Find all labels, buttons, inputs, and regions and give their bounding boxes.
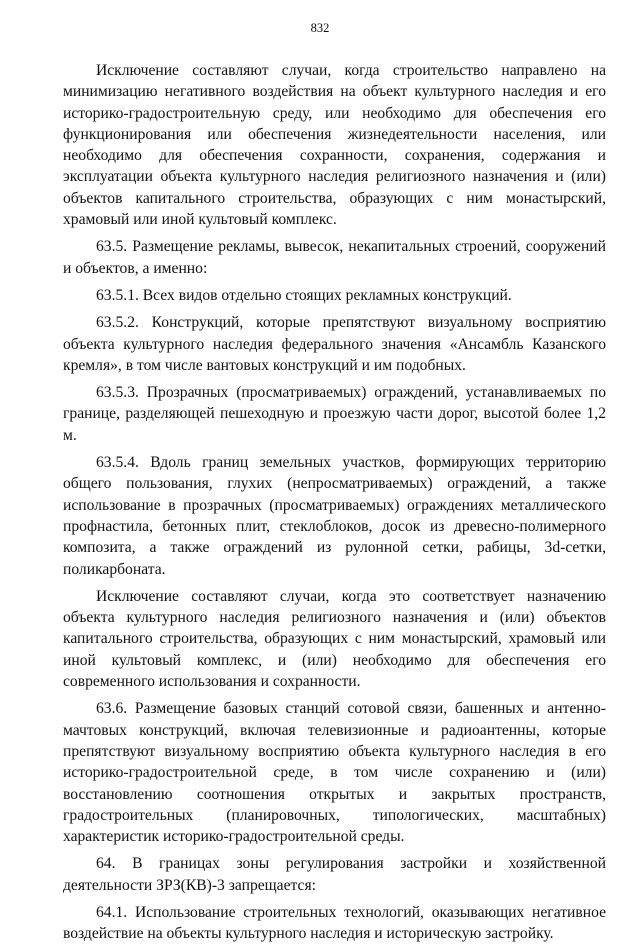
document-body xyxy=(63,60,606,951)
paragraph-64-1: 64.1. Использование строительных технологий, оказывающих негативное воздействие на объекты культурного наследия и историческую застройку. xyxy=(63,903,606,943)
page-number: 832 xyxy=(310,21,330,35)
paragraph-63-5: 63.5. Размещение рекламы, вывесок, некапитальных строений, сооружений и объектов, а именно: xyxy=(63,238,606,277)
paragraph-63-5-2: 63.5.2. Конструкций, которые препятствуют визуальному восприятию объекта культурного наследия федерального значения «Ансамбль Казанского кремля», в том числе вантовых конструкций и им подобных. xyxy=(63,314,606,374)
paragraph-64: 64. В границах зоны регулирования застройки и хозяйственной деятельности ЗРЗ(КВ)-3 запрещается: xyxy=(63,855,606,894)
paragraph-63-5-4: 63.5.4. Вдоль границ земельных участков, формирующих территорию общего пользования, глухих (непросматриваемых) ограждений, а также использование в прозрачных (просматриваемых) ограждениях металлического профнастила, бетонных плит, стеклоблоков, досок из древесно-полимерного композита, а также ограждений из рулонной сетки, рабицы, 3d-сетки, поликарбоната. xyxy=(63,454,606,578)
paragraph-63-6: 63.6. Размещение базовых станций сотовой связи, башенных и антенно-мачтовых конструкций, включая телевизионные и радиоантенны, которые препятствуют визуальному восприятию объекта культурного наследия в его историко-градостроительной среде, в том числе сохранению и (или) восстановлению соотношения открытых и закрытых пространств, градостроительных (планировочных, типологических, масштабных) характеристик историко-градостроительной среды. xyxy=(63,700,606,846)
paragraph-exception-construction: Исключение составляют случаи, когда строительство направлено на минимизацию негативного воздействия на объект культурного наследия и его историко-градостроительную среду, или необходимо для обеспечения его функционирования или обеспечения жизнедеятельности населения, или необходимо для обеспечения сохранности, сохранения, содержания и эксплуатации объекта культурного наследия религиозного назначения и (или) объектов капитального строительства, образующих с ним монастырский, храмовый или иной культовый комплекс. xyxy=(63,62,606,229)
paragraph-exception-fences: Исключение составляют случаи, когда это соответствует назначению объекта культурного наследия религиозного назначения и (или) объектов капитального строительства, образующих с ним монастырский, храмовый или иной культовый комплекс, и (или) необходимо для обеспечения его современного использования и сохранности. xyxy=(63,587,606,691)
paragraph-63-5-1: 63.5.1. Всех видов отдельно стоящих рекламных конструкций. xyxy=(96,286,512,304)
paragraph-63-5-3: 63.5.3. Прозрачных (просматриваемых) ограждений, устанавливаемых по границе, разделяющей пешеходную и проезжую части дорог, высотой более 1,2 м. xyxy=(63,384,606,444)
